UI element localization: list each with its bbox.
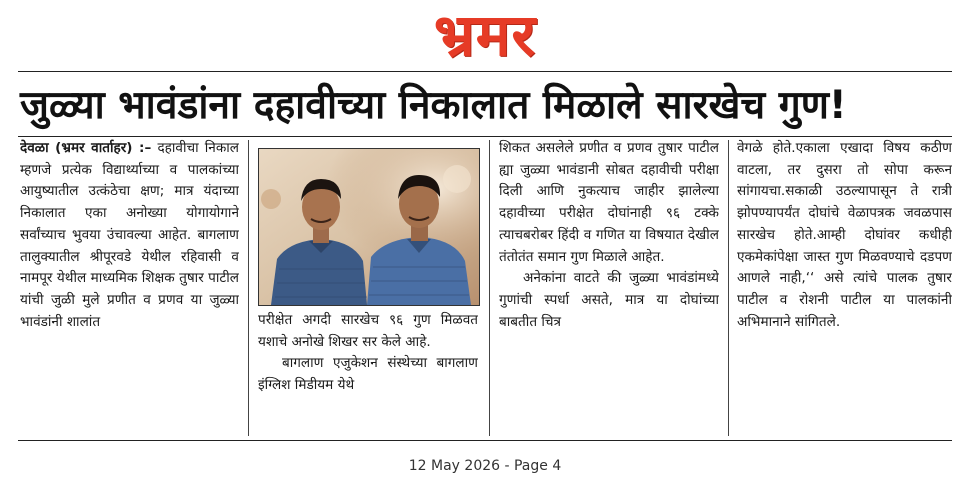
column-divider bbox=[248, 140, 249, 436]
article-col4-text: वेगळे होते.एकाला एखादा विषय कठीण वाटला, तर दुसरा तो सोपा करून सांगायचा.सकाळी उठल्यापासून ते रात्री झोपण्यापर्यंत दोघांचे वेळापत्रक जवळपास सारखेच होते.आम्ही दोघांवर कधीही एकमेकांपेक्षा जास्त गुण मिळवण्याचे दडपण आणले नाही,‘‘ असे त्यांचे पालक तुषार पाटील व रोशनी पाटील या पालकांनी अभिमानाने सांगितले. bbox=[737, 140, 952, 330]
newspaper-logo: भ्रमर bbox=[433, 1, 537, 69]
article-col2-para-1: परीक्षेत अगदी सारखेच ९६ गुण मिळवत यशाचे अनोखे शिखर सर केले आहे. bbox=[258, 312, 478, 350]
page-footer: 12 May 2026 - Page 4 bbox=[408, 458, 562, 474]
article-dateline: देवळा (भ्रमर वार्ताहर) :– bbox=[20, 140, 152, 156]
article-column-2 bbox=[258, 310, 478, 438]
column-divider bbox=[489, 140, 490, 436]
column-divider bbox=[728, 140, 729, 436]
article-col2-para-2: बागलाण एजुकेशन संस्थेच्या बागलाण इंग्लिश मिडीयम येथे bbox=[258, 355, 478, 394]
article-headline: जुळ्या भावंडांना दहावीच्या निकालात मिळाले सारखेच गुण! bbox=[20, 83, 847, 128]
masthead-rule bbox=[18, 71, 952, 72]
article-column-3 bbox=[499, 138, 719, 438]
article-col3-para-2: अनेकांना वाटते की जुळ्या भावंडांमध्ये गुणांची स्पर्धा असते, मात्र या दोघांच्या बाबतीत चित्र bbox=[499, 270, 719, 330]
masthead bbox=[0, 2, 970, 68]
article-col3-para-1: शिकत असलेले प्रणीत व प्रणव तुषार पाटील ह्या जुळ्या भावंडानी सोबत दहावीची परीक्षा दिली आणि नुकत्याच जाहीर झालेल्या दहावीच्या परीक्षेत दोघांनाही ९६ टक्के त्याचबरोबर हिंदी व गणित या विषयात देखील तंतोतंत समान गुण मिळाले आहेत. bbox=[499, 140, 719, 265]
article-column-1 bbox=[20, 138, 239, 438]
headline-rule bbox=[18, 136, 952, 137]
twins-photo bbox=[258, 148, 480, 306]
bottom-rule bbox=[18, 440, 952, 441]
article-col1-text: दहावीचा निकाल म्हणजे प्रत्येक विद्यार्थ्याच्या व पालकांच्या आयुष्यातील उत्कंठेचा क्षण; मात्र यंदाच्या निकालात एका अनोख्या योगायोगाने सर्वांच्याच भुवया उंचावल्या आहेत. बागलाण तालुक्यातील श्रीपूरवडे येथील रहिवासी व नामपूर येथील माध्यमिक शिक्षक तुषार पाटील यांची जुळी मुले प्रणीत व प्रणव या जुळ्या भावंडांनी शालांत bbox=[20, 140, 239, 330]
article-column-4 bbox=[737, 138, 952, 438]
